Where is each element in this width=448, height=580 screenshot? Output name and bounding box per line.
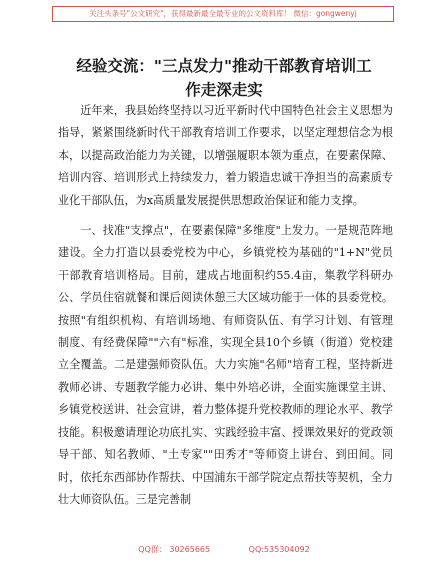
- footer-qq-group: QQ群： 30265665: [138, 545, 211, 554]
- document-body: [58, 100, 393, 511]
- paragraph-section-1: 一、找准"支撑点"，在要素保障"多维度"上发力。一是规范阵地建设。全力打造以县委党校为中心，乡镇党校为基础的"1+N"党员干部教育培训格局。目前，建成占地面积约55.4亩，集教学科研办公、学员住宿就餐和课后阅读休憩三大区域功能于一体的县委党校。按照"有组织机构、有培训场地、有师资队伍、有学习计划、有管理制度、有经费保障""六有"标准，实现全县10个乡镇（街道）党校建立全覆盖。二是建强师资队伍。大力实施"名师"培育工程，坚持新进教师必讲、专题教学能力必讲、集中外培必讲，全面实施课堂主讲、乡镇党校送讲、社会宣讲，着力整体提升党校教师的理论水平、教学技能。积极邀请理论功底扎实、实践经验丰富、授课效果好的党政领导干部、知名教师、"土专家""田秀才"等师资上讲台、到田间。同时，依托东西部协作帮扶、中国浦东干部学院定点帮扶等契机，全力壮大师资队伍。三是完善制: [58, 224, 393, 506]
- document-title: [54, 54, 394, 102]
- paragraph-intro: 近年来，我县始终坚持以习近平新时代中国特色社会主义思想为指导，紧紧围绕新时代干部教育培训工作要求，以坚定理想信念为根本，以提高政治能力为关键，以增强履职本领为重点，在要素保障、培训内容、培训形式上持续发力，着力锻造忠诚干净担当的高素质专业化干部队伍，为x高质量发展提供思想政治保证和能力支撑。: [58, 104, 393, 207]
- footer-qq-contact: QQ:535304092: [248, 545, 310, 554]
- title-line-2: 作走深走实: [185, 81, 263, 99]
- page-footer: [0, 544, 448, 555]
- promo-banner: 关注头条号"公文研究"，获得最新最全最专业的公文资料库！ 微信：gongwenyj: [52, 6, 394, 22]
- title-line-1: 经验交流："三点发力"推动干部教育培训工: [76, 57, 372, 75]
